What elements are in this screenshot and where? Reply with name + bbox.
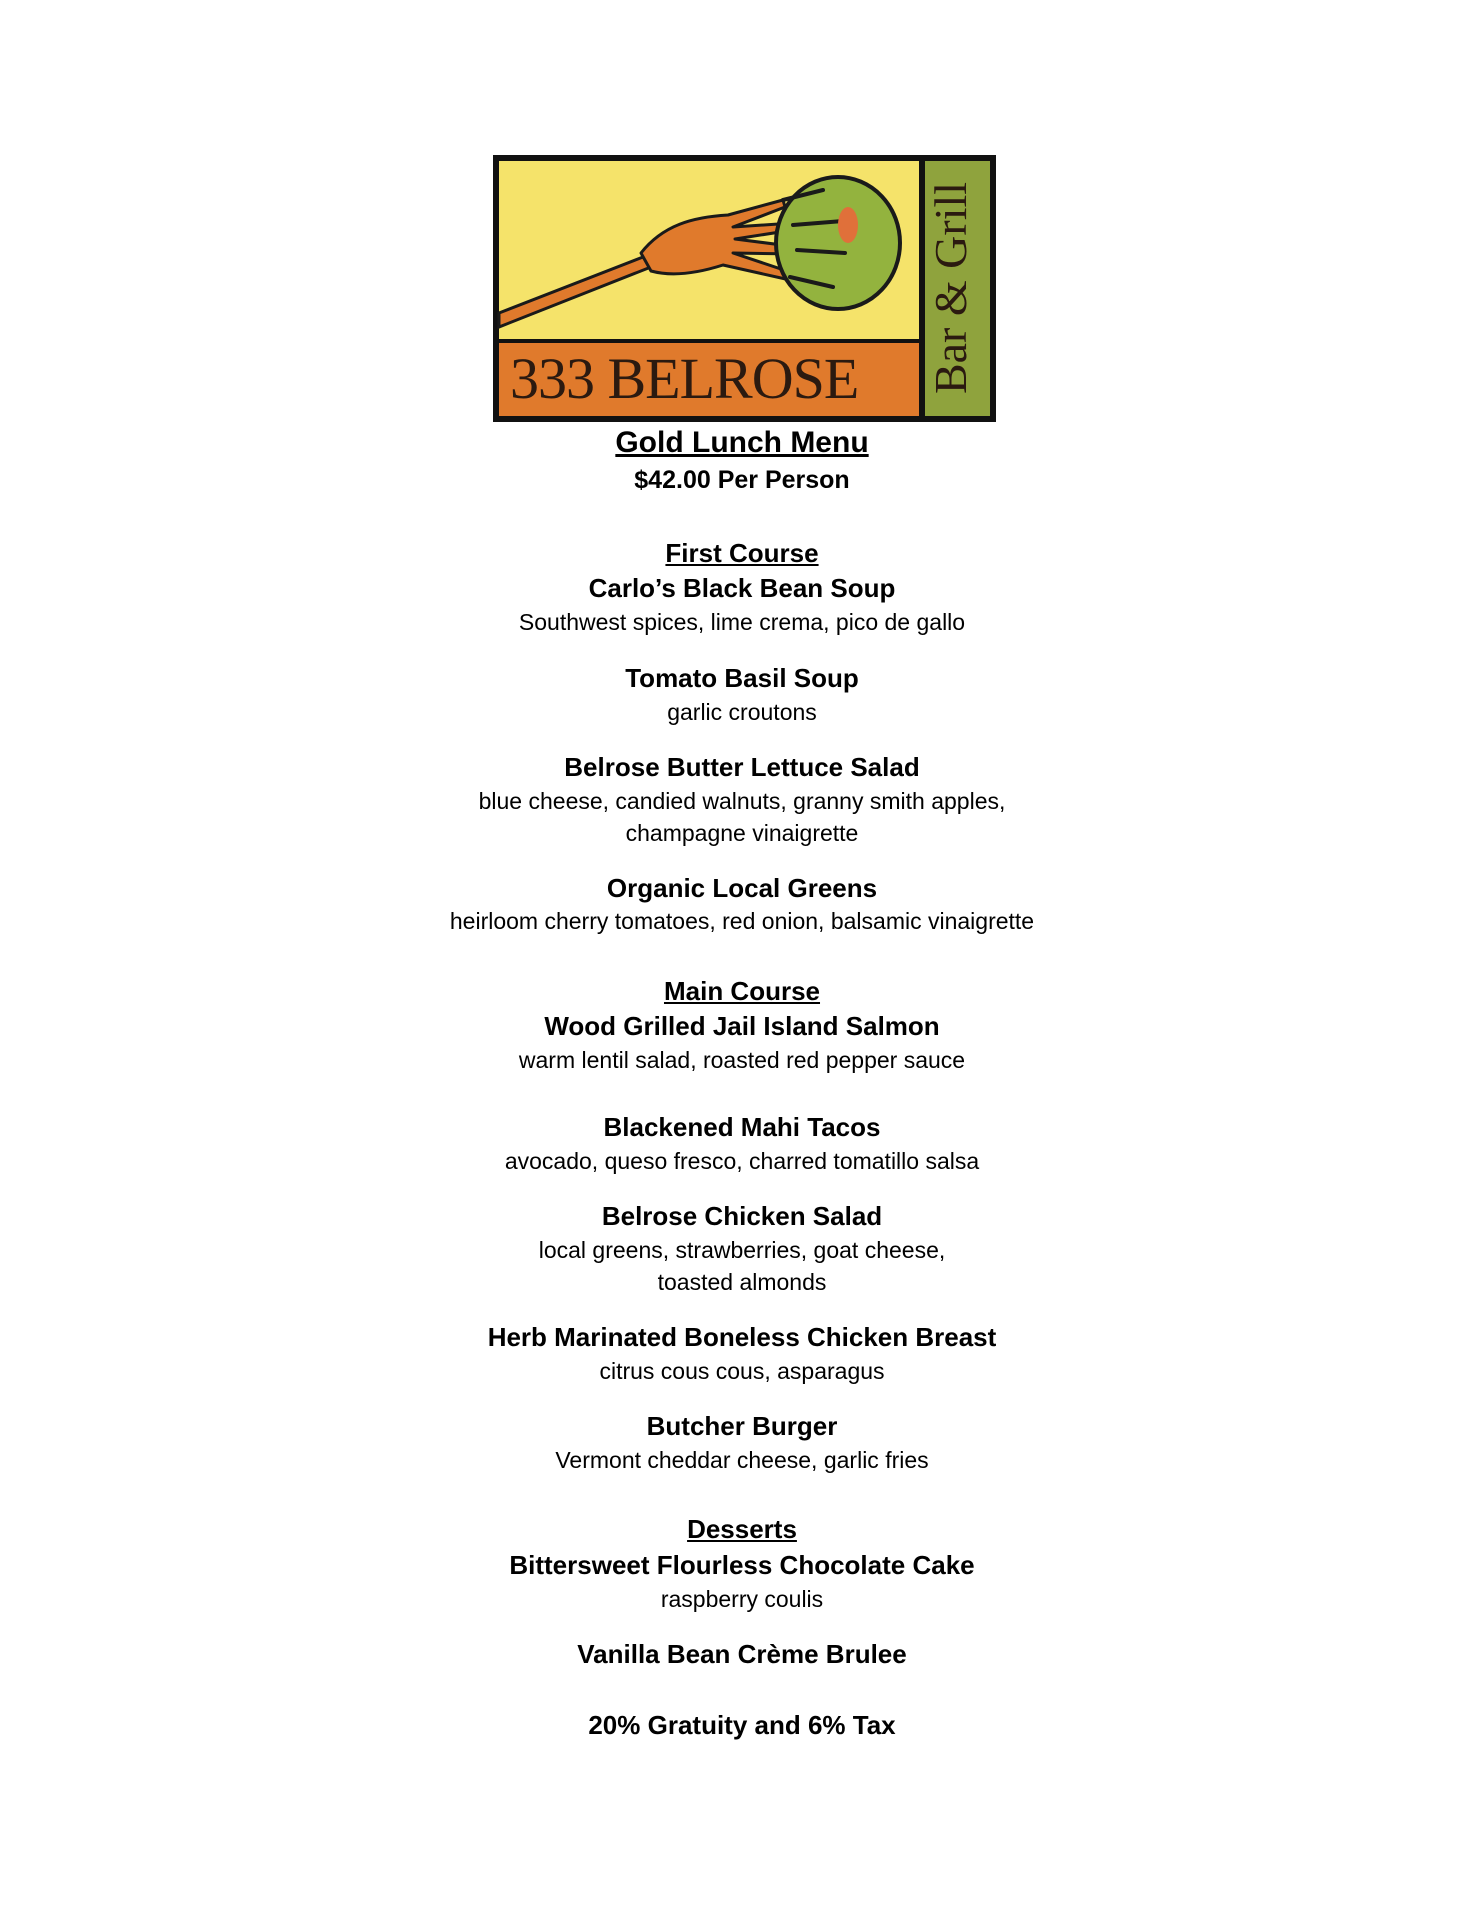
dish-name: Tomato Basil Soup bbox=[625, 663, 859, 693]
menu-title: Gold Lunch Menu bbox=[615, 426, 869, 459]
dish-name: Butcher Burger bbox=[646, 1411, 838, 1441]
dish-name: Organic Local Greens bbox=[606, 873, 878, 903]
restaurant-logo bbox=[493, 155, 996, 422]
dish-description: citrus cous cous, asparagus bbox=[599, 1358, 885, 1384]
dish-description: Vermont cheddar cheese, garlic fries bbox=[555, 1447, 929, 1473]
dish-name: Bittersweet Flourless Chocolate Cake bbox=[509, 1550, 975, 1580]
dish-description: garlic croutons bbox=[667, 699, 817, 725]
gratuity-tax-note: 20% Gratuity and 6% Tax bbox=[588, 1710, 896, 1740]
dish-name: Wood Grilled Jail Island Salmon bbox=[544, 1011, 940, 1041]
dish-description: warm lentil salad, roasted red pepper sauce bbox=[518, 1047, 966, 1073]
dish-name: Blackened Mahi Tacos bbox=[603, 1112, 881, 1142]
dish-description: local greens, strawberries, goat cheese, bbox=[538, 1237, 946, 1263]
logo-side-text: Bar & Grill bbox=[925, 181, 976, 395]
dish-name: Carlo’s Black Bean Soup bbox=[588, 573, 896, 603]
section-heading-main-course: Main Course bbox=[663, 976, 821, 1006]
menu-price: $42.00 Per Person bbox=[634, 466, 850, 494]
dish-description: blue cheese, candied walnuts, granny smith apples, bbox=[478, 788, 1006, 814]
dish-description: champagne vinaigrette bbox=[625, 820, 859, 846]
dish-description: avocado, queso fresco, charred tomatillo salsa bbox=[504, 1148, 980, 1174]
dish-description: heirloom cherry tomatoes, red onion, balsamic vinaigrette bbox=[449, 908, 1035, 934]
logo-wordmark: 333 BELROSE bbox=[510, 346, 859, 411]
section-heading-desserts: Desserts bbox=[687, 1514, 797, 1544]
section-heading-first-course: First Course bbox=[665, 538, 819, 568]
dish-name: Herb Marinated Boneless Chicken Breast bbox=[487, 1322, 997, 1352]
dish-name: Vanilla Bean Crème Brulee bbox=[577, 1639, 907, 1669]
dish-name: Belrose Butter Lettuce Salad bbox=[564, 752, 920, 782]
dish-name: Belrose Chicken Salad bbox=[601, 1201, 883, 1231]
dish-description: Southwest spices, lime crema, pico de gallo bbox=[518, 609, 966, 635]
dish-description: toasted almonds bbox=[657, 1269, 827, 1295]
dish-description: raspberry coulis bbox=[660, 1586, 824, 1612]
